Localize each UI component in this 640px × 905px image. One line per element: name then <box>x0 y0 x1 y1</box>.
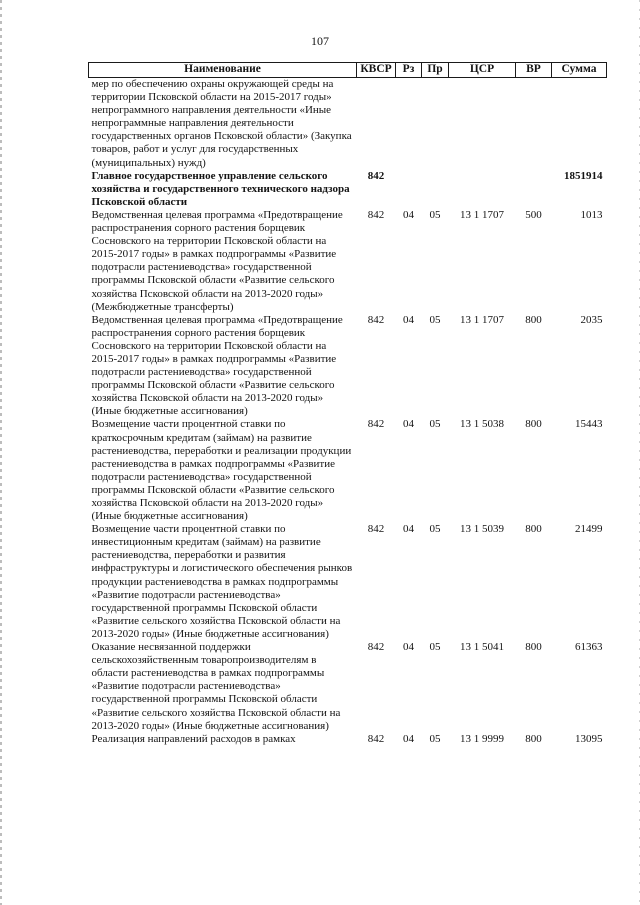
scan-left-edge <box>0 0 2 905</box>
header-name: Наименование <box>89 63 357 78</box>
cell-csr: 13 1 5041 <box>460 641 504 654</box>
cell-sum: 1851914 <box>564 169 603 182</box>
cell-pr: 05 <box>429 523 441 536</box>
cell-csr: 13 1 9999 <box>460 732 504 745</box>
cell-name: Реализация направлений расходов в рамках <box>91 732 296 745</box>
cell-pr <box>422 78 449 170</box>
cell-kvsr: 842 <box>367 313 385 326</box>
cell-kvsr: 842 <box>367 523 385 536</box>
table-row <box>89 733 607 746</box>
table-body <box>89 78 607 746</box>
cell-csr: 13 1 1707 <box>460 208 504 221</box>
header-sum: Сумма <box>552 63 607 78</box>
cell-name: мер по обеспечению охраны окружающей среды на территории Псковской области на 2015-2017 годы» непрограммного направления деятельности «Иные непрограммные направления деятельности государственных органов Псковской области» (Закупка товаров, работ и услуг для государственных (муниципальных) нужд) <box>91 78 352 169</box>
header-csr: ЦСР <box>449 63 516 78</box>
cell-rz: 04 <box>403 418 414 431</box>
cell-rz: 04 <box>403 208 414 221</box>
page-number: 107 <box>311 34 329 48</box>
cell-pr: 05 <box>429 732 441 745</box>
cell-pr: 05 <box>429 208 441 221</box>
table-row <box>89 314 607 419</box>
header-vr: ВР <box>516 63 552 78</box>
cell-pr <box>422 170 449 209</box>
cell-vr: 800 <box>525 418 542 431</box>
table-row <box>89 209 607 314</box>
cell-csr <box>449 78 516 170</box>
cell-rz: 04 <box>403 732 414 745</box>
cell-kvsr <box>357 78 396 170</box>
table-row <box>89 170 607 209</box>
header-pr: Пр <box>422 63 449 78</box>
cell-rz: 04 <box>403 523 414 536</box>
cell-sum <box>552 78 607 170</box>
cell-vr <box>516 170 552 209</box>
cell-kvsr: 842 <box>367 169 385 182</box>
header-kvsr: КВСР <box>357 63 396 78</box>
cell-vr: 800 <box>525 523 542 536</box>
cell-name: Ведомственная целевая программа «Предотвращение распространения сорного растения борщевик Сосновского на территории Псковской области на 2015-2017 годы» в рамках подпрограммы «Развитие подотрасли растениеводства» государственной программы Псковской области «Развитие сельского хозяйства Псковской области на 2013-2020 годы» (Межбюджетные трансферты) <box>91 208 343 313</box>
cell-sum: 2035 <box>580 313 603 326</box>
cell-name: Возмещение части процентной ставки по инвестиционным кредитам (займам) на развитие растениеводства, переработки и развития инфраструктуры и логистического обеспечения рынков продукции растениеводства в рамках подпрограммы «Развитие подотрасли растениеводства» государственной программы Псковской области «Развитие сельского хозяйства Псковской области на 2013-2020 годы» (Иные бюджетные ассигнования) <box>91 523 353 640</box>
cell-kvsr: 842 <box>367 641 385 654</box>
cell-csr <box>449 170 516 209</box>
cell-csr: 13 1 5038 <box>460 418 504 431</box>
cell-kvsr: 842 <box>367 418 385 431</box>
table-row <box>89 78 607 170</box>
cell-sum: 61363 <box>575 641 603 654</box>
cell-name: Главное государственное управление сельского хозяйства и государственного технического надзора Псковской области <box>91 169 350 208</box>
cell-rz <box>396 170 422 209</box>
table-row <box>89 523 607 641</box>
cell-pr: 05 <box>429 313 441 326</box>
cell-vr: 800 <box>525 732 542 745</box>
budget-table <box>88 62 607 746</box>
cell-rz <box>396 78 422 170</box>
cell-csr: 13 1 5039 <box>460 523 504 536</box>
cell-rz: 04 <box>403 313 414 326</box>
cell-pr: 05 <box>429 641 441 654</box>
cell-vr: 800 <box>525 641 542 654</box>
cell-vr: 500 <box>525 208 542 221</box>
table-row <box>89 418 607 523</box>
header-rz: Рз <box>396 63 422 78</box>
cell-vr: 800 <box>525 313 542 326</box>
cell-vr <box>516 78 552 170</box>
cell-csr: 13 1 1707 <box>460 313 504 326</box>
cell-sum: 1013 <box>580 208 603 221</box>
cell-sum: 21499 <box>575 523 603 536</box>
cell-name: Оказание несвязанной поддержки сельскохозяйственным товаропроизводителям в области растениеводства в рамках подпрограммы «Развитие подотрасли растениеводства» государственной программы Псковской области «Развитие сельского хозяйства Псковской области на 2013-2020 годы» (Иные бюджетные ассигнования) <box>91 641 341 732</box>
cell-kvsr: 842 <box>367 732 385 745</box>
cell-sum: 13095 <box>575 732 603 745</box>
cell-kvsr: 842 <box>367 208 385 221</box>
cell-sum: 15443 <box>575 418 603 431</box>
cell-name: Возмещение части процентной ставки по краткосрочным кредитам (займам) на развитие растениеводства, переработки и реализации продукции растениеводства в рамках подпрограммы «Развитие подотрасли растениеводства» государственной программы Псковской области «Развитие сельского хозяйства Псковской области на 2013-2020 годы» (Иные бюджетные ассигнования) <box>91 418 352 523</box>
table-row <box>89 641 607 733</box>
cell-pr: 05 <box>429 418 441 431</box>
table-header-row <box>89 63 607 78</box>
cell-name: Ведомственная целевая программа «Предотвращение распространения сорного растения борщевик Сосновского на территории Псковской области на 2015-2017 годы» в рамках подпрограммы «Развитие подотрасли растениеводства» государственной программы Псковской области «Развитие сельского хозяйства Псковской области на 2013-2020 годы» (Иные бюджетные ассигнования) <box>91 313 343 418</box>
cell-rz: 04 <box>403 641 414 654</box>
